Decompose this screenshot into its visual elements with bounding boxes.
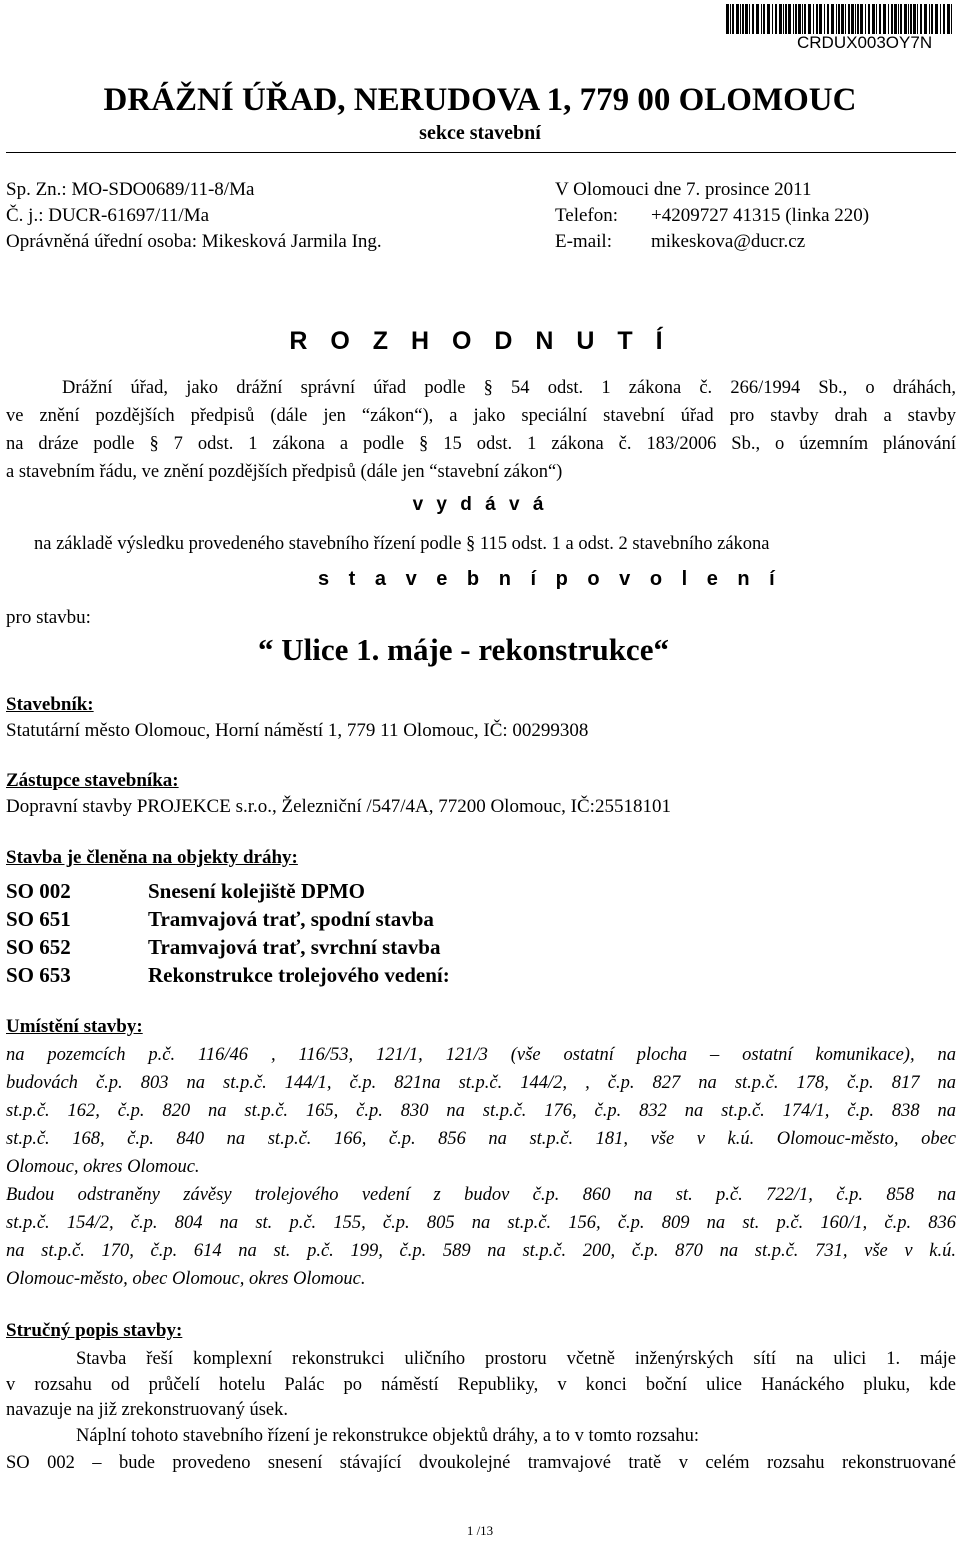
- object-name: Snesení kolejiště DPMO: [148, 879, 365, 903]
- email-label: E-mail:: [555, 231, 612, 252]
- date-place: V Olomouci dne 7. prosince 2011: [555, 179, 812, 200]
- issues-verb: v y d á v á: [412, 494, 548, 515]
- document-id: CRDUX003OY7N: [797, 33, 933, 52]
- location-line: st.p.č. 162, č.p. 820 na st.p.č. 165, č.p. 830 na st.p.č. 176, č.p. 832 na st.p.č. 174/1, č.p. 838 na: [6, 1101, 956, 1121]
- official-person: Oprávněná úřední osoba: Mikesková Jarmila Ing.: [6, 231, 382, 252]
- objects-label: Stavba je členěna na objekty dráhy:: [6, 847, 298, 868]
- object-code: SO 653: [6, 963, 71, 987]
- intro-line: ve znění pozdějších předpisů (dále jen “zákon“), a jako speciální stavební úřad pro stavby drah a stavby: [6, 406, 956, 426]
- intro-line: a stavebním řádu, ve znění pozdějších předpisů (dále jen “stavební zákon“): [6, 462, 563, 482]
- email-value: mikeskova@ducr.cz: [651, 231, 806, 252]
- description-line: Náplní tohoto stavebního řízení je rekonstrukce objektů dráhy, a to v tomto rozsahu:: [76, 1426, 700, 1446]
- description-label: Stručný popis stavby:: [6, 1320, 183, 1341]
- description-line: v rozsahu od průčelí hotelu Palác po náměstí Republiky, v konci boční ulice Hanáckého pluku, kde: [6, 1375, 956, 1395]
- office-title: DRÁŽNÍ ÚŘAD, NERUDOVA 1, 779 00 OLOMOUC: [103, 82, 857, 118]
- object-name: Tramvajová trať, svrchní stavba: [148, 935, 441, 959]
- intro-line: Drážní úřad, jako drážní správní úřad podle § 54 odst. 1 zákona č. 266/1994 Sb., o dráhách,: [62, 378, 956, 398]
- location-line: budovách č.p. 803 na st.p.č. 144/1, č.p. 821na st.p.č. 144/2, , č.p. 827 na st.p.č. 178, č.p. 817 na: [6, 1073, 956, 1093]
- intro-line: na dráze podle § 7 odst. 1 zákona a podle § 15 odst. 1 zákona č. 183/2006 Sb., o územním plánování: [6, 434, 956, 454]
- description-line: SO 002 – bude provedeno snesení stávající dvoukolejné tramvajové tratě v celém rozsahu rekonstruované: [6, 1453, 956, 1473]
- location-line: st.p.č. 154/2, č.p. 804 na st. p.č. 155, č.p. 805 na st.p.č. 156, č.p. 809 na st. p.č. 160/1, č.p. 836: [6, 1213, 956, 1233]
- object-code: SO 002: [6, 879, 71, 903]
- object-name: Rekonstrukce trolejového vedení:: [148, 963, 450, 987]
- file-mark: Sp. Zn.: MO-SDO0689/11-8/Ma: [6, 179, 255, 200]
- reference-number: Č. j.: DUCR-61697/11/Ma: [6, 205, 210, 226]
- location-line: Olomouc, okres Olomouc.: [6, 1157, 200, 1177]
- location-line: st.p.č. 168, č.p. 840 na st.p.č. 166, č.p. 856 na st.p.č. 181, vše v k.ú. Olomouc-město, obec: [6, 1129, 956, 1149]
- location-line: na st.p.č. 170, č.p. 614 na st. p.č. 199, č.p. 589 na st.p.č. 200, č.p. 870 na st.p.č. 731, vše v k.ú.: [6, 1241, 956, 1261]
- representative-value: Dopravní stavby PROJEKCE s.r.o., Železniční /547/4A, 77200 Olomouc, IČ:25518101: [6, 796, 671, 817]
- barcode: [726, 4, 954, 34]
- page-number: 1 /13: [466, 1523, 494, 1538]
- building-name: “ Ulice 1. máje - rekonstrukce“: [258, 632, 669, 667]
- builder-value: Statutární město Olomouc, Horní náměstí 1, 779 11 Olomouc, IČ: 00299308: [6, 720, 589, 741]
- permit-heading: s t a v e b n í p o v o l e n í: [318, 568, 782, 590]
- description-line: Stavba řeší komplexní rekonstrukci uličního prostoru včetně inženýrských sítí na ulici 1. máje: [76, 1349, 956, 1369]
- decision-heading: R O Z H O D N U T Í: [289, 327, 671, 355]
- phone-value: +4209727 41315 (linka 220): [651, 205, 870, 226]
- office-section: sekce stavební: [419, 122, 541, 144]
- location-label: Umístění stavby:: [6, 1016, 143, 1037]
- object-code: SO 652: [6, 935, 71, 959]
- description-line: navazuje na již zrekonstruovaný úsek.: [6, 1400, 289, 1420]
- location-line: Olomouc-město, obec Olomouc, okres Olomouc.: [6, 1269, 366, 1289]
- phone-label: Telefon:: [555, 205, 619, 226]
- legal-basis: na základě výsledku provedeného stavebního řízení podle § 115 odst. 1 a odst. 2 stavebního zákona: [34, 534, 770, 554]
- for-building-label: pro stavbu:: [6, 607, 91, 628]
- builder-label: Stavebník:: [6, 694, 94, 715]
- location-line: Budou odstraněny závěsy trolejového vedení z budov č.p. 860 na st. p.č. 722/1, č.p. 858 na: [6, 1185, 956, 1205]
- object-code: SO 651: [6, 907, 71, 931]
- location-line: na pozemcích p.č. 116/46 , 116/53, 121/1, 121/3 (vše ostatní plocha – ostatní komunikace), na: [6, 1045, 956, 1065]
- representative-label: Zástupce stavebníka:: [6, 770, 179, 791]
- header-divider: [6, 152, 956, 153]
- object-name: Tramvajová trať, spodní stavba: [148, 907, 434, 931]
